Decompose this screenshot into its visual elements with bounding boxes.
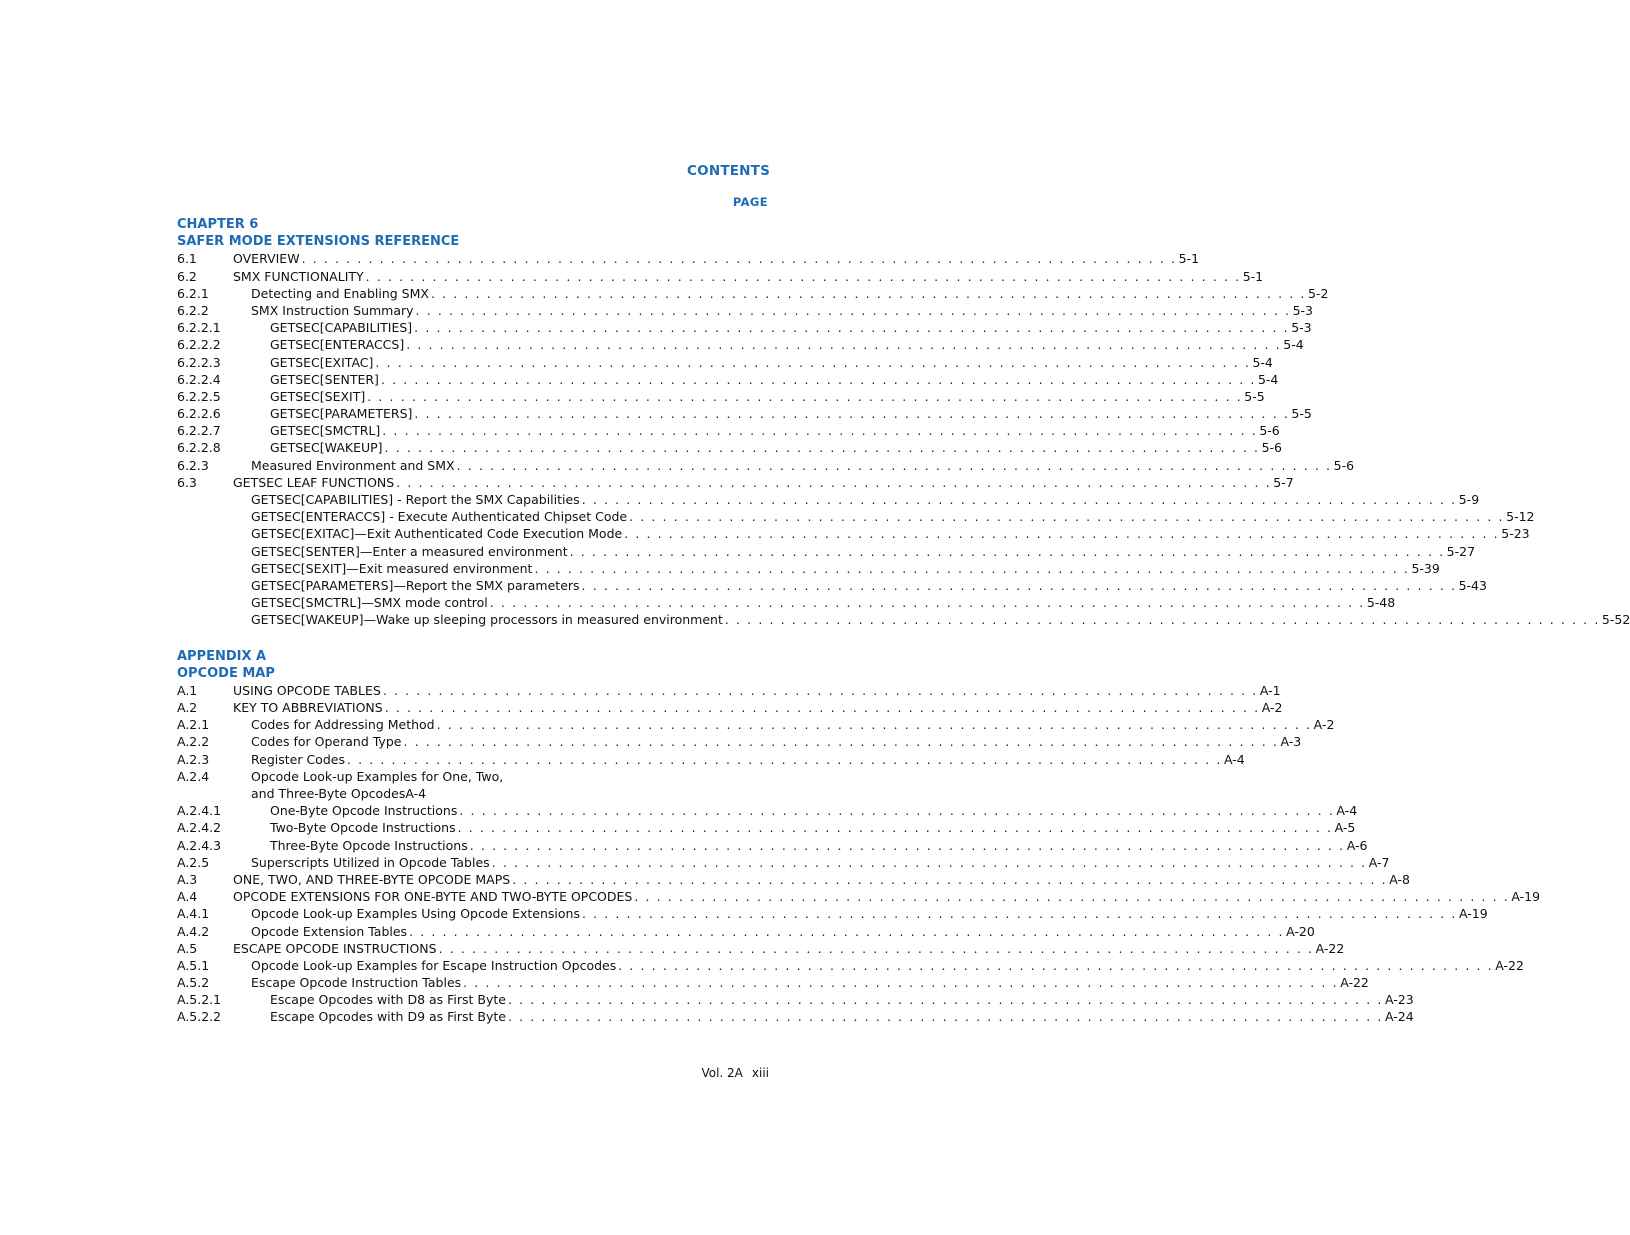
dot-leader: . . . . . . . . . . . . . . . . . . . . . . . . . . . . . . . . . . . . . . . . . . . . . . . . . . . . . . . . . . . . . . . . . . . . . . . . . . . . . . .: [534, 560, 1410, 576]
dot-leader: . . . . . . . . . . . . . . . . . . . . . . . . . . . . . . . . . . . . . . . . . . . . . . . . . . . . . . . . . . . . . . . . . . . . . . . . . . . . . . .: [436, 717, 1312, 733]
toc-entry-body: [233, 594, 1395, 611]
toc-entry-body: [233, 508, 1535, 525]
dot-leader: . . . . . . . . . . . . . . . . . . . . . . . . . . . . . . . . . . . . . . . . . . . . . . . . . . . . . . . . . . . . . . . . . . . . . . . . . . . . . . .: [512, 871, 1388, 887]
toc-entry-page: A-19: [1459, 906, 1488, 922]
toc-entry-number: A.2: [177, 700, 198, 716]
toc-entry-body: [233, 751, 1245, 768]
toc-entry-title: GETSEC[ENTERACCS]: [270, 337, 405, 353]
toc-entry-number: A.4.1: [177, 906, 210, 922]
dot-leader: . . . . . . . . . . . . . . . . . . . . . . . . . . . . . . . . . . . . . . . . . . . . . . . . . . . . . . . . . . . . . . . . . . . . . . . . . . . . . . .: [491, 854, 1367, 870]
toc-entry-page: 5-27: [1446, 543, 1476, 559]
toc-entry-body: [233, 957, 1524, 974]
dot-leader: . . . . . . . . . . . . . . . . . . . . . . . . . . . . . . . . . . . . . . . . . . . . . . . . . . . . . . . . . . . . . . . . . . . . . . . . . . . . . . .: [581, 906, 1457, 922]
toc-entry-number: [177, 491, 233, 508]
toc-entry-page: 5-48: [1366, 595, 1396, 611]
toc-entry-page: 5-1: [1178, 251, 1200, 267]
dot-leader: . . . . . . . . . . . . . . . . . . . . . . . . . . . . . . . . . . . . . . . . . . . . . . . . . . . . . . . . . . . . . . . . . . . . . . . . . . . . . . .: [409, 923, 1285, 939]
toc-entry[interactable]: [177, 302, 1313, 319]
toc-entry-page: 5-1: [1242, 268, 1264, 284]
toc-entry-body: [233, 699, 1282, 716]
chapter-heading: CHAPTER 6: [177, 217, 259, 232]
dot-leader: . . . . . . . . . . . . . . . . . . . . . . . . . . . . . . . . . . . . . . . . . . . . . . . . . . . . . . . . . . . . . . . . . . . . . . . . . . . . . . .: [724, 612, 1600, 628]
toc-entry-page: 5-23: [1501, 526, 1530, 542]
toc-entry-number: 6.2.2.7: [177, 423, 221, 439]
toc-entry-title: Two-Byte Opcode Instructions: [270, 820, 456, 836]
toc-entry-page: 5-4: [1257, 371, 1279, 387]
toc-entry-page: A-4: [1223, 751, 1245, 767]
dot-leader: . . . . . . . . . . . . . . . . . . . . . . . . . . . . . . . . . . . . . . . . . . . . . . . . . . . . . . . . . . . . . . . . . . . . . . . . . . . . . . .: [489, 595, 1365, 611]
toc-entry-number: [177, 508, 233, 525]
toc-entry-page: A-8: [1389, 871, 1410, 887]
toc-entry-body: [233, 319, 1312, 336]
dot-leader: . . . . . . . . . . . . . . . . . . . . . . . . . . . . . . . . . . . . . . . . . . . . . . . . . . . . . . . . . . . . . . . . . . . . . . . . . . . . . . .: [380, 371, 1256, 387]
chapter-title: SAFER MODE EXTENSIONS REFERENCE: [177, 234, 460, 250]
toc-entry-title: GETSEC[EXITAC]—Exit Authenticated Code Execution Mode: [251, 526, 623, 542]
toc-entry-title: GETSEC LEAF FUNCTIONS: [233, 474, 395, 490]
toc-entry-title: Opcode Look-up Examples for One, Two,: [251, 768, 504, 784]
toc-entry-page: A-22: [1340, 975, 1369, 991]
toc-entry-body: [233, 268, 1263, 285]
toc-entry[interactable]: [177, 594, 1396, 611]
toc-entry-body: [233, 371, 1278, 388]
dot-leader: . . . . . . . . . . . . . . . . . . . . . . . . . . . . . . . . . . . . . . . . . . . . . . . . . . . . . . . . . . . . . . . . . . . . . . . . . . . . . . .: [634, 889, 1510, 905]
toc-entry-number: A.4: [177, 889, 198, 905]
dot-leader: . . . . . . . . . . . . . . . . . . . . . . . . . . . . . . . . . . . . . . . . . . . . . . . . . . . . . . . . . . . . . . . . . . . . . . . . . . . . . . .: [469, 837, 1345, 853]
table-of-contents: [177, 216, 1630, 1026]
dot-leader: . . . . . . . . . . . . . . . . . . . . . . . . . . . . . . . . . . . . . . . . . . . . . . . . . . . . . . . . . . . . . . . . . . . . . . . . . . . . . . .: [406, 337, 1282, 353]
toc-entry-body: [233, 785, 768, 802]
toc-entry-title: Escape Opcodes with D8 as First Byte: [270, 992, 506, 1008]
dot-leader: . . . . . . . . . . . . . . . . . . . . . . . . . . . . . . . . . . . . . . . . . . . . . . . . . . . . . . . . . . . . . . . . . . . . . . . . . . . . . . .: [365, 268, 1241, 284]
toc-entry[interactable]: [177, 785, 768, 802]
toc-entry-number: A.2.5: [177, 854, 210, 870]
toc-entry-page: A-19: [1511, 889, 1541, 905]
toc-entry[interactable]: [177, 768, 768, 785]
toc-entry-page: 5-3: [1291, 320, 1312, 336]
dot-leader: . . . . . . . . . . . . . . . . . . . . . . . . . . . . . . . . . . . . . . . . . . . . . . . . . . . . . . . . . . . . . . . . . . . . . . . . . . . . . . .: [301, 251, 1177, 267]
dot-leader: . . . . . . . . . . . . . . . . . . . . . . . . . . . . . . . . . . . . . . . . . . . . . . . . . . . . . . . . . . . . . . . . . . . . . . . . . . . . . . .: [456, 457, 1332, 473]
toc-entry-body: [233, 905, 1488, 922]
toc-entry-number: 6.2.2.1: [177, 320, 221, 336]
toc-entry-body: [233, 768, 768, 785]
toc-entry-body: [233, 336, 1304, 353]
toc-entry-body: [233, 802, 1357, 819]
toc-entry-page: 5-5: [1291, 406, 1312, 422]
toc-entry-number: 6.2.3: [177, 457, 209, 473]
toc-entry-title: Measured Environment and SMX: [251, 457, 455, 473]
toc-entry-title: Opcode Look-up Examples Using Opcode Extensions: [251, 906, 580, 922]
toc-entry[interactable]: [177, 699, 1283, 716]
toc-entry-page: 5-7: [1273, 474, 1294, 490]
toc-entry-page: A-22: [1315, 940, 1345, 956]
toc-entry-number: A.5.1: [177, 957, 210, 973]
toc-entry-title: SMX Instruction Summary: [251, 302, 414, 318]
toc-entry[interactable]: [177, 336, 1304, 353]
toc-entry[interactable]: [177, 837, 1368, 854]
toc-entry-body: [233, 491, 1479, 508]
toc-entry-title: Escape Opcodes with D9 as First Byte: [270, 1009, 506, 1025]
toc-entry-number: [177, 577, 233, 594]
toc-entry[interactable]: [177, 285, 1329, 302]
toc-entry-title: GETSEC[PARAMETERS]—Report the SMX parameters: [251, 577, 580, 593]
toc-entry-number: 6.2.2.6: [177, 406, 221, 422]
toc-entry[interactable]: [177, 268, 1264, 285]
appendix-a-entries: [177, 682, 1541, 1026]
dot-leader: . . . . . . . . . . . . . . . . . . . . . . . . . . . . . . . . . . . . . . . . . . . . . . . . . . . . . . . . . . . . . . . . . . . . . . . . . . . . . . .: [459, 803, 1335, 819]
toc-entry[interactable]: [177, 388, 1265, 405]
toc-entry-title: One-Byte Opcode Instructions: [270, 803, 458, 819]
toc-entry-title: GETSEC[EXITAC]: [270, 354, 374, 370]
toc-entry-body: [233, 302, 1313, 319]
toc-entry-body: [233, 474, 1294, 491]
toc-entry-number: A.2.3: [177, 751, 210, 767]
dot-leader: . . . . . . . . . . . . . . . . . . . . . . . . . . . . . . . . . . . . . . . . . . . . . . . . . . . . . . . . . . . . . . . . . . . . . . . . . . . . . . .: [346, 751, 1222, 767]
toc-entry-number: [177, 543, 233, 560]
contents-heading: CONTENTS: [687, 163, 770, 179]
toc-entry[interactable]: [177, 871, 1410, 888]
toc-entry[interactable]: [177, 319, 1312, 336]
toc-entry-page: 5-6: [1261, 440, 1282, 456]
toc-entry-title: Opcode Extension Tables: [251, 923, 408, 939]
toc-entry-body: [233, 733, 1301, 750]
toc-entry-body: [233, 716, 1334, 733]
toc-entry-number: 6.2.1: [177, 285, 209, 301]
page-number: xiii: [751, 1066, 769, 1080]
toc-entry[interactable]: [177, 1008, 1414, 1025]
toc-entry-page: 5-9: [1458, 492, 1480, 507]
dot-leader: . . . . . . . . . . . . . . . . . . . . . . . . . . . . . . . . . . . . . . . . . . . . . . . . . . . . . . . . . . . . . . . . . . . . . . . . . . . . . . .: [382, 682, 1258, 698]
toc-entry[interactable]: [177, 733, 1302, 750]
toc-entry-body: [233, 560, 1440, 577]
toc-entry-title: Detecting and Enabling SMX: [251, 285, 429, 301]
toc-entry-number: A.5.2.1: [177, 992, 222, 1008]
toc-entry-title: GETSEC[SEXIT]—Exit measured environment: [251, 560, 533, 576]
dot-leader: . . . . . . . . . . . . . . . . . . . . . . . . . . . . . . . . . . . . . . . . . . . . . . . . . . . . . . . . . . . . . . . . . . . . . . . . . . . . . . .: [384, 440, 1260, 456]
toc-entry-title: GETSEC[CAPABILITIES] - Report the SMX Capabilities: [251, 492, 580, 507]
toc-entry-page: A-5: [1334, 820, 1356, 836]
toc-entry-page: 5-4: [1283, 337, 1304, 353]
dot-leader: . . . . . . . . . . . . . . . . . . . . . . . . . . . . . . . . . . . . . . . . . . . . . . . . . . . . . . . . . . . . . . . . . . . . . . . . . . . . . . .: [569, 543, 1445, 559]
toc-entry-body: [233, 991, 1414, 1008]
toc-entry-page: 5-5: [1244, 388, 1265, 404]
toc-entry-body: [233, 611, 1630, 628]
toc-entry-title: SMX FUNCTIONALITY: [233, 268, 364, 284]
toc-entry[interactable]: [177, 716, 1335, 733]
toc-entry-page: 5-2: [1307, 285, 1329, 301]
toc-entry-page: A-6: [1346, 837, 1368, 853]
dot-leader: . . . . . . . . . . . . . . . . . . . . . . . . . . . . . . . . . . . . . . . . . . . . . . . . . . . . . . . . . . . . . . . . . . . . . . . . . . . . . . .: [457, 820, 1333, 836]
toc-entry[interactable]: [177, 751, 1245, 768]
toc-entry-title: KEY TO ABBREVIATIONS: [233, 700, 383, 716]
toc-entry[interactable]: [177, 354, 1273, 371]
toc-entry-number: A.2.4.2: [177, 820, 222, 836]
toc-entry-number: A.2.4: [177, 768, 210, 784]
toc-entry-body: [233, 974, 1369, 991]
toc-entry-body: [233, 923, 1315, 940]
toc-entry-page: A-3: [1280, 734, 1302, 750]
toc-entry-title: Three-Byte Opcode Instructions: [270, 837, 468, 853]
toc-entry-body: [233, 854, 1389, 871]
dot-leader: . . . . . . . . . . . . . . . . . . . . . . . . . . . . . . . . . . . . . . . . . . . . . . . . . . . . . . . . . . . . . . . . . . . . . . . . . . . . . . .: [415, 302, 1291, 318]
toc-entry-number: [177, 785, 233, 802]
toc-entry-title: GETSEC[SENTER]—Enter a measured environment: [251, 543, 568, 559]
toc-entry-body: [233, 888, 1540, 905]
toc-entry-number: [177, 594, 233, 611]
toc-entry-body: [233, 819, 1355, 836]
toc-entry-page: A-22: [1495, 957, 1524, 973]
toc-entry-page: A-1: [1259, 682, 1281, 698]
toc-entry-number: 6.1: [177, 251, 197, 267]
dot-leader: . . . . . . . . . . . . . . . . . . . . . . . . . . . . . . . . . . . . . . . . . . . . . . . . . . . . . . . . . . . . . . . . . . . . . . . . . . . . . . .: [430, 285, 1306, 301]
toc-entry-number: A.5.2.2: [177, 1009, 222, 1025]
toc-entry[interactable]: [177, 422, 1280, 439]
toc-entry-title: GETSEC[SENTER]: [270, 371, 379, 387]
toc-entry-page: A-2: [1313, 717, 1335, 733]
toc-entry-title: OVERVIEW: [233, 251, 300, 267]
toc-entry-page: A-24: [1385, 1009, 1414, 1025]
toc-entry-body: [233, 871, 1410, 888]
dot-leader: . . . . . . . . . . . . . . . . . . . . . . . . . . . . . . . . . . . . . . . . . . . . . . . . . . . . . . . . . . . . . . . . . . . . . . . . . . . . . . .: [375, 354, 1251, 370]
toc-entry-number: 6.2.2.8: [177, 440, 221, 456]
toc-entry-title: GETSEC[WAKEUP]—Wake up sleeping processors in measured environment: [251, 612, 723, 628]
toc-entry-body: [233, 577, 1487, 594]
toc-entry-title: Codes for Operand Type: [251, 734, 402, 750]
toc-entry-title: ESCAPE OPCODE INSTRUCTIONS: [233, 940, 437, 956]
toc-entry[interactable]: [177, 854, 1390, 871]
toc-entry-number: A.2.4.3: [177, 837, 222, 853]
toc-entry[interactable]: [177, 802, 1358, 819]
dot-leader: . . . . . . . . . . . . . . . . . . . . . . . . . . . . . . . . . . . . . . . . . . . . . . . . . . . . . . . . . . . . . . . . . . . . . . . . . . . . . . .: [367, 388, 1243, 404]
toc-entry-page: 5-12: [1506, 509, 1535, 525]
toc-entry-number: 6.2.2.2: [177, 337, 221, 353]
toc-entry-page: 5-43: [1458, 577, 1487, 593]
toc-entry-number: A.5.2: [177, 975, 210, 991]
toc-entry-body: [233, 354, 1273, 371]
toc-entry-title: USING OPCODE TABLES: [233, 682, 381, 698]
toc-entry-body: [233, 388, 1265, 405]
toc-entry-body: [233, 457, 1354, 474]
toc-entry[interactable]: [177, 819, 1356, 836]
dot-leader: . . . . . . . . . . . . . . . . . . . . . . . . . . . . . . . . . . . . . . . . . . . . . . . . . . . . . . . . . . . . . . . . . . . . . . . . . . . . . . .: [384, 700, 1260, 716]
toc-entry-title: GETSEC[SEXIT]: [270, 388, 366, 404]
toc-entry-title: Opcode Look-up Examples for Escape Instruction Opcodes: [251, 957, 617, 973]
toc-entry-title: Superscripts Utilized in Opcode Tables: [251, 854, 490, 870]
toc-entry[interactable]: [177, 991, 1414, 1008]
toc-entry-body: [233, 837, 1368, 854]
toc-entry[interactable]: [177, 508, 1535, 525]
toc-entry-title: GETSEC[SMCTRL]—SMX mode control: [251, 595, 488, 611]
toc-entry[interactable]: [177, 371, 1279, 388]
toc-entry-page: 5-39: [1411, 560, 1440, 576]
toc-entry-body: [233, 1008, 1414, 1025]
toc-entry[interactable]: [177, 940, 1345, 957]
toc-entry-title: GETSEC[WAKEUP]: [270, 440, 383, 456]
toc-entry-body: [233, 940, 1344, 957]
page-footer: [692, 1066, 769, 1080]
toc-entry-number: A.2.1: [177, 717, 210, 733]
toc-entry-number: [177, 560, 233, 577]
toc-entry-number: [177, 611, 233, 628]
toc-entry-number: [177, 525, 233, 542]
toc-entry[interactable]: [177, 560, 1440, 577]
dot-leader: . . . . . . . . . . . . . . . . . . . . . . . . . . . . . . . . . . . . . . . . . . . . . . . . . . . . . . . . . . . . . . . . . . . . . . . . . . . . . . .: [624, 526, 1500, 542]
toc-entry-body: [233, 405, 1312, 422]
toc-entry-number: A.1: [177, 682, 198, 698]
toc-entry-title: OPCODE EXTENSIONS FOR ONE-BYTE AND TWO-BYTE OPCODES: [233, 889, 633, 905]
toc-entry-number: A.2.4.1: [177, 803, 222, 819]
toc-entry-title: Register Codes: [251, 751, 345, 767]
dot-leader: . . . . . . . . . . . . . . . . . . . . . . . . . . . . . . . . . . . . . . . . . . . . . . . . . . . . . . . . . . . . . . . . . . . . . . . . . . . . . . .: [438, 940, 1314, 956]
dot-leader: . . . . . . . . . . . . . . . . . . . . . . . . . . . . . . . . . . . . . . . . . . . . . . . . . . . . . . . . . . . . . . . . . . . . . . . . . . . . . . .: [382, 423, 1258, 439]
toc-entry-number: A.4.2: [177, 923, 210, 939]
toc-entry-title: GETSEC[ENTERACCS] - Execute Authenticated Chipset Code: [251, 509, 628, 525]
toc-entry-number: A.5: [177, 940, 198, 956]
dot-leader: . . . . . . . . . . . . . . . . . . . . . . . . . . . . . . . . . . . . . . . . . . . . . . . . . . . . . . . . . . . . . . . . . . . . . . . . . . . . . . .: [463, 975, 1339, 991]
toc-entry-number: 6.2.2.4: [177, 371, 221, 387]
toc-entry[interactable]: [177, 888, 1541, 905]
toc-entry[interactable]: [177, 611, 1630, 628]
toc-entry[interactable]: [177, 525, 1530, 542]
toc-entry-number: A.2.2: [177, 734, 210, 750]
toc-entry-page: A-7: [1368, 854, 1390, 870]
dot-leader: . . . . . . . . . . . . . . . . . . . . . . . . . . . . . . . . . . . . . . . . . . . . . . . . . . . . . . . . . . . . . . . . . . . . . . . . . . . . . . .: [581, 577, 1457, 593]
toc-entry-body: [233, 543, 1475, 560]
toc-entry-page: A-23: [1385, 992, 1414, 1008]
toc-entry-page: 5-52: [1601, 612, 1630, 628]
toc-entry[interactable]: [177, 405, 1312, 422]
dot-leader: . . . . . . . . . . . . . . . . . . . . . . . . . . . . . . . . . . . . . . . . . . . . . . . . . . . . . . . . . . . . . . . . . . . . . . . . . . . . . . .: [507, 992, 1384, 1008]
toc-entry-body: [233, 285, 1328, 302]
toc-entry-title: GETSEC[PARAMETERS]: [270, 406, 413, 422]
toc-entry-number: 6.2.2.5: [177, 388, 221, 404]
toc-entry-body: [233, 422, 1280, 439]
toc-entry-page: A-2: [1261, 700, 1283, 716]
toc-entry-page: A-4: [1336, 803, 1358, 819]
toc-entry[interactable]: [177, 439, 1282, 456]
toc-entry[interactable]: [177, 577, 1487, 594]
toc-entry-title: ONE, TWO, AND THREE-BYTE OPCODE MAPS: [233, 871, 511, 887]
toc-entry-number: 6.2: [177, 268, 197, 284]
page-column-label: PAGE: [732, 195, 768, 209]
toc-entry[interactable]: [177, 457, 1355, 474]
toc-entry-body: [233, 682, 1281, 699]
toc-entry-body: [233, 439, 1282, 456]
toc-entry-title: GETSEC[CAPABILITIES]: [270, 320, 413, 336]
toc-entry-title: and Three-Byte OpcodesA-4: [251, 786, 427, 801]
dot-leader: . . . . . . . . . . . . . . . . . . . . . . . . . . . . . . . . . . . . . . . . . . . . . . . . . . . . . . . . . . . . . . . . . . . . . . . . . . . . . . .: [396, 474, 1272, 490]
dot-leader: . . . . . . . . . . . . . . . . . . . . . . . . . . . . . . . . . . . . . . . . . . . . . . . . . . . . . . . . . . . . . . . . . . . . . . . . . . . . . . .: [581, 492, 1457, 507]
toc-entry-page: 5-3: [1292, 302, 1313, 318]
toc-entry[interactable]: [177, 974, 1369, 991]
chapter-6-entries: [177, 250, 1630, 628]
toc-entry-body: [233, 525, 1530, 542]
dot-leader: . . . . . . . . . . . . . . . . . . . . . . . . . . . . . . . . . . . . . . . . . . . . . . . . . . . . . . . . . . . . . . . . . . . . . . . . . . . . . . .: [629, 509, 1505, 525]
toc-entry-page: 5-4: [1252, 354, 1273, 370]
dot-leader: . . . . . . . . . . . . . . . . . . . . . . . . . . . . . . . . . . . . . . . . . . . . . . . . . . . . . . . . . . . . . . . . . . . . . . . . . . . . . . .: [507, 1009, 1384, 1025]
volume-label: Vol. 2A: [701, 1066, 743, 1080]
toc-entry-title: Codes for Addressing Method: [251, 717, 435, 733]
toc-entry[interactable]: [177, 474, 1294, 491]
toc-entry-title: GETSEC[SMCTRL]: [270, 423, 381, 439]
toc-entry-body: [233, 250, 1199, 267]
toc-entry-page: 5-6: [1259, 423, 1280, 439]
toc-entry[interactable]: [177, 957, 1524, 974]
toc-entry-page: 5-6: [1333, 457, 1355, 473]
appendix-title: OPCODE MAP: [177, 665, 275, 681]
dot-leader: . . . . . . . . . . . . . . . . . . . . . . . . . . . . . . . . . . . . . . . . . . . . . . . . . . . . . . . . . . . . . . . . . . . . . . . . . . . . . . .: [618, 957, 1494, 973]
toc-entry[interactable]: [177, 543, 1476, 560]
toc-entry[interactable]: [177, 250, 1200, 267]
toc-entry-number: 6.3: [177, 474, 197, 490]
toc-entry[interactable]: [177, 923, 1315, 940]
dot-leader: . . . . . . . . . . . . . . . . . . . . . . . . . . . . . . . . . . . . . . . . . . . . . . . . . . . . . . . . . . . . . . . . . . . . . . . . . . . . . . .: [414, 320, 1290, 336]
toc-entry[interactable]: [177, 682, 1281, 699]
toc-entry-title: Escape Opcode Instruction Tables: [251, 975, 462, 991]
toc-entry[interactable]: [177, 905, 1488, 922]
dot-leader: . . . . . . . . . . . . . . . . . . . . . . . . . . . . . . . . . . . . . . . . . . . . . . . . . . . . . . . . . . . . . . . . . . . . . . . . . . . . . . .: [414, 406, 1290, 422]
dot-leader: . . . . . . . . . . . . . . . . . . . . . . . . . . . . . . . . . . . . . . . . . . . . . . . . . . . . . . . . . . . . . . . . . . . . . . . . . . . . . . .: [403, 734, 1279, 750]
toc-entry-number: A.3: [177, 871, 198, 887]
toc-entry[interactable]: [177, 491, 1480, 508]
toc-entry-number: 6.2.2.3: [177, 354, 221, 370]
appendix-heading: APPENDIX A: [177, 648, 267, 664]
toc-entry-page: A-20: [1286, 923, 1315, 939]
toc-entry-number: 6.2.2: [177, 302, 209, 318]
